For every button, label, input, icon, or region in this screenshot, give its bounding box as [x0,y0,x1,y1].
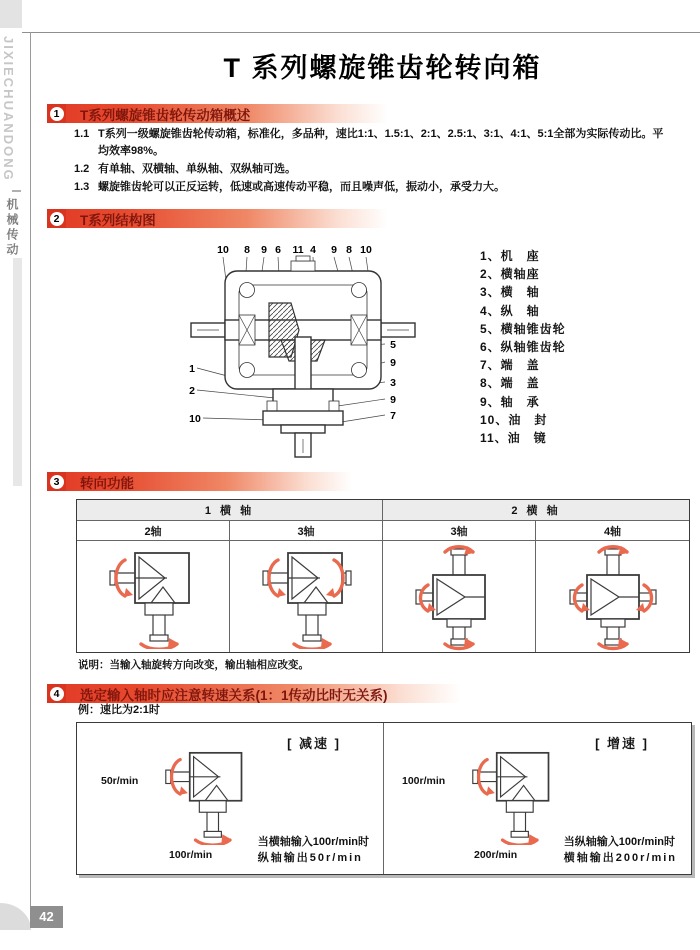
parts-list-item: 11、油 镜 [480,431,547,446]
speedup-caption-line1: 当纵轴输入100r/min时 [563,836,675,848]
parts-list-item: 1、机 座 [480,249,540,263]
section-1-header [47,104,462,123]
structure-cross-section-diagram [183,243,441,463]
parts-list-item: 5、横轴锥齿轮 [480,321,566,336]
callout-top: 10 [360,244,372,256]
speedup-example-diagram [468,745,560,845]
section-1-number: 1 [50,107,64,121]
column-header-4-axis: 4轴 [536,521,689,541]
column-header-2-axis: 2轴 [77,521,230,541]
steering-cell-3-axis-vertical [383,541,536,652]
section-2-number: 2 [50,212,64,226]
gearbox-4-axis-diagram [565,543,661,651]
column-header-3-axis: 3轴 [230,521,383,541]
reduction-example-diagram [161,745,253,845]
page-number-badge: 42 [30,906,63,928]
callout-right: 9 [390,394,396,406]
sidebar-category-text: 机械传动 [5,198,19,258]
speedup-cell [384,723,691,874]
sidebar-rule [30,32,31,906]
top-rule [22,32,700,33]
callout-top: 9 [261,244,267,256]
section-2-number-badge [47,209,66,228]
steering-cell-4-axis [536,541,689,652]
overview-item [74,161,666,178]
reduction-caption [258,833,369,865]
section-3-header [47,472,419,491]
steering-table [76,499,690,653]
callout-top: 9 [331,244,337,256]
sidebar-tick [12,190,21,192]
callout-top: 10 [217,244,229,256]
reduction-tag: [ 减速 ] [287,736,341,751]
output-speed-label: 200r/min [474,849,518,861]
reduction-cell [77,723,384,874]
gearbox-2-axis-diagram [105,545,201,649]
callout-right: 9 [390,357,396,369]
callout-top: 8 [244,244,250,256]
section-3-number: 3 [50,475,64,489]
section-1-title: T系列螺旋锥齿轮传动箱概述 [80,107,251,123]
section-3-title: 转向功能 [80,475,134,491]
reduction-caption-line2: 纵轴输出50r/min [257,852,363,864]
overview-item [74,126,666,160]
gearbox-3-axis-horizontal-diagram [258,545,354,649]
corner-block [0,0,22,28]
column-header-3-axis: 3轴 [383,521,536,541]
section-4-number-badge [47,684,66,703]
steering-note: 说明：当输入轴旋转方向改变，输出轴相应改变。 [78,659,309,671]
callout-right: 5 [390,339,396,351]
section-2-header [47,209,462,228]
callout-right: 7 [390,410,396,422]
page-corner-curve [0,903,31,930]
overview-item-text: 有单轴、双横轴、单纵轴、双纵轴可选。 [98,163,296,175]
output-speed-label: 100r/min [169,849,213,861]
callout-left: 10 [189,413,201,425]
input-speed-label: 100r/min [402,775,446,787]
gearbox-3-axis-vertical-diagram [411,543,507,651]
reduction-caption-line1: 当横轴输入100r/min时 [257,836,369,848]
overview-item [74,179,666,196]
parts-list-item: 2、横轴座 [480,267,540,282]
group-header-1-cross-shaft: 1 横 轴 [77,500,383,521]
group-header-2-cross-shaft: 2 横 轴 [383,500,689,521]
overview-item-number: 1.2 [74,163,90,175]
overview-item-text: T系列一级螺旋锥齿轮传动箱，标准化，多品种，速比1:1、1.5:1、2:1、2.5:1、3:1、4:1、5:1全部为实际传动比。平均效率98%。 [98,128,664,157]
speedup-caption-line2: 横轴输出200r/min [563,852,677,864]
input-speed-label: 50r/min [101,775,139,787]
section-2-title: T系列结构图 [80,212,156,228]
parts-list [480,247,566,447]
overview-item-number: 1.1 [74,128,90,140]
section-4-number: 4 [50,687,64,701]
callout-top: 8 [346,244,352,256]
steering-cell-2-axis [77,541,230,652]
overview-list [74,126,666,197]
callout-right: 3 [390,377,396,389]
parts-list-item: 9、轴 承 [480,394,540,409]
callout-top: 4 [310,244,316,256]
speedup-tag: [ 增速 ] [595,736,649,751]
overview-item-number: 1.3 [74,181,90,193]
section-4-title: 选定输入轴时应注意转速关系(1：1传动比时无关系) [80,687,388,703]
section-1-number-badge [47,104,66,123]
parts-list-item: 4、纵 轴 [480,303,540,318]
parts-list-item: 8、端 盖 [480,376,540,391]
speed-relation-table [76,722,692,875]
callout-top: 11 [292,244,304,256]
parts-list-item: 10、油 封 [480,412,548,427]
steering-cell-3-axis-horizontal [230,541,383,652]
callout-left: 1 [189,363,195,375]
example-label: 例：速比为2:1时 [78,704,160,716]
sidebar-gray-bar [13,258,22,486]
sidebar-brand-text: JIXIECHUANDONG [1,36,16,182]
page-title: T 系列螺旋锥齿轮转向箱 [223,53,542,83]
callout-left: 2 [189,385,195,397]
parts-list-item: 3、横 轴 [480,285,540,300]
callout-top: 6 [275,244,281,256]
overview-item-text: 螺旋锥齿轮可以正反运转，低速或高速传动平稳，而且噪声低，振动小，承受力大。 [98,181,505,193]
speedup-caption [564,833,677,865]
section-3-number-badge [47,472,66,491]
parts-list-item: 7、端 盖 [480,358,540,373]
parts-list-item: 6、纵轴锥齿轮 [480,340,566,355]
